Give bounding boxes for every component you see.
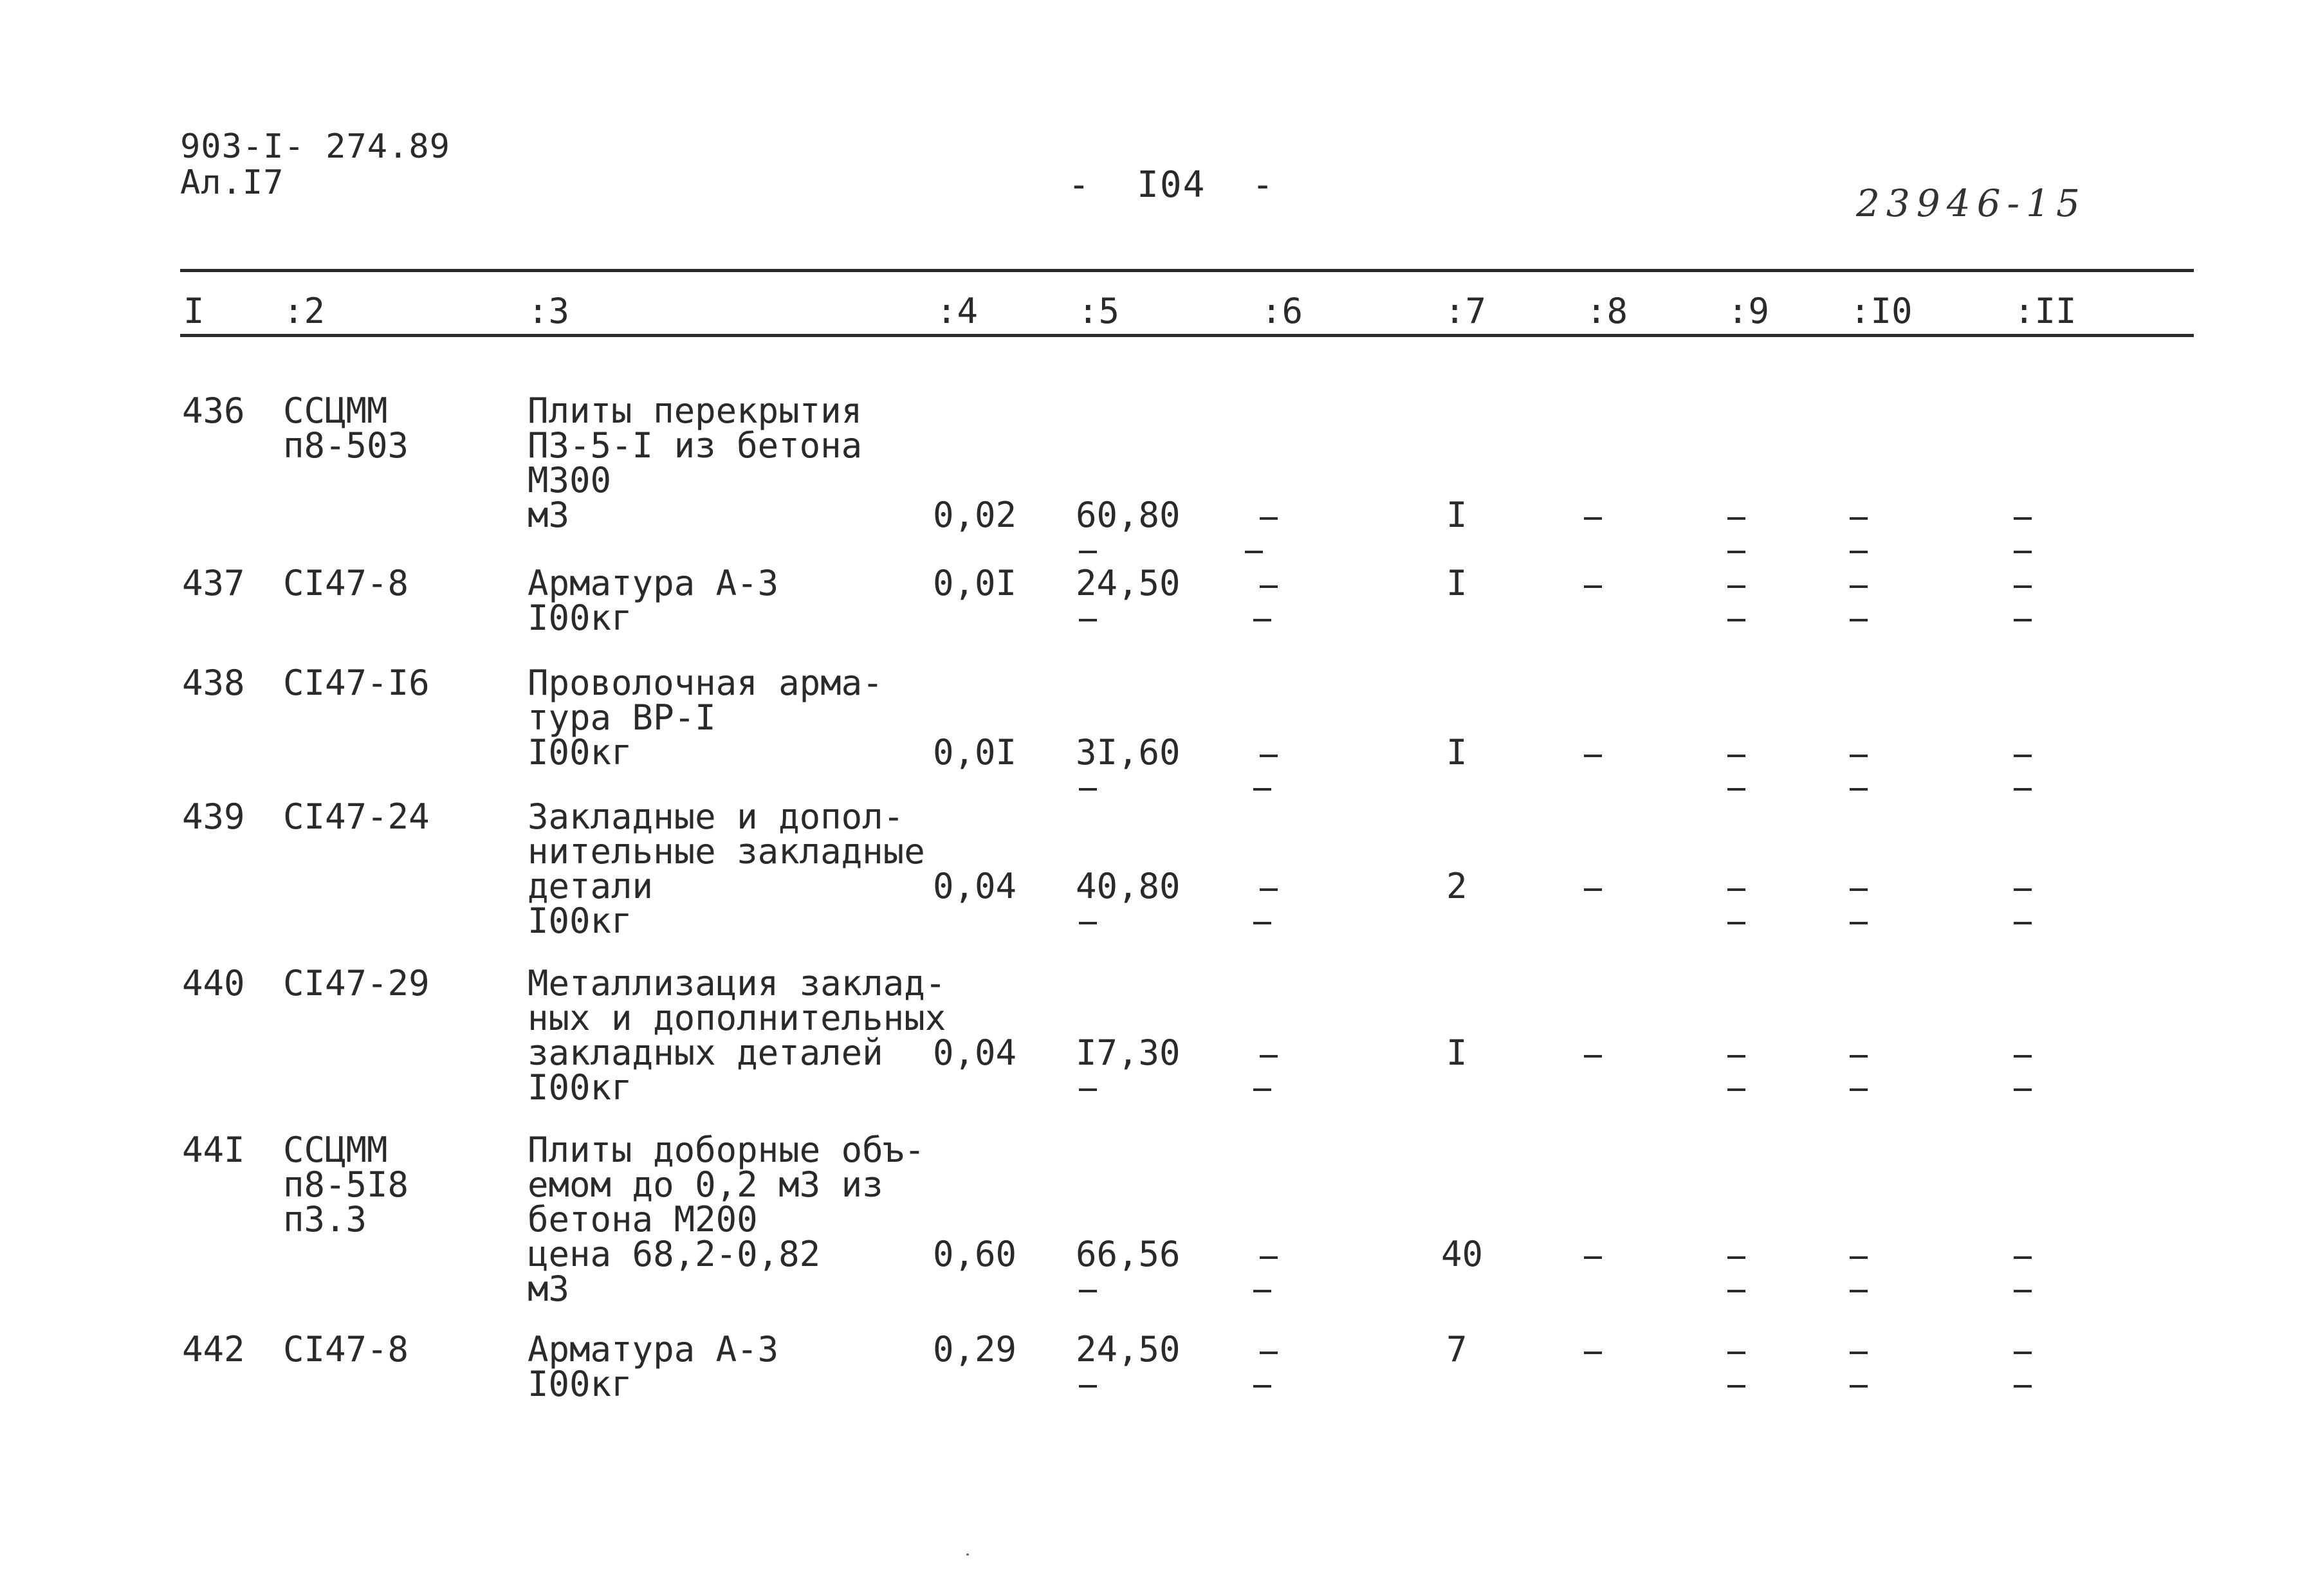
column-header-11: :II [2014,291,2077,331]
row-code-line: СI47-29 [283,963,430,1004]
empty-value-dash [1584,755,1602,757]
empty-value-dash [1253,922,1271,924]
column-header-8: :8 [1586,291,1628,331]
empty-value-dash [1727,1088,1745,1091]
row-column-7: 2 [1446,866,1467,906]
row-number: 437 [182,563,245,603]
row-description-line: емом до 0,2 м3 из [528,1164,883,1205]
empty-value-dash [1727,585,1745,588]
empty-value-dash [1727,888,1745,891]
row-code-line: п3.3 [283,1199,367,1240]
row-column-7: 40 [1441,1234,1484,1274]
row-description-line: тура ВР-I [528,697,716,738]
column-header-3: :3 [528,291,570,331]
row-column-7: I [1446,732,1467,773]
row-code-line: ССЦММ [283,1130,388,1170]
empty-value-dash [1253,1290,1271,1292]
empty-value-dash [1079,551,1097,553]
empty-value-dash [1584,1352,1602,1354]
empty-value-dash [2014,517,2032,520]
row-code-line: СI47-8 [283,563,409,603]
empty-value-dash [2014,755,2032,757]
row-code-line: СI47-24 [283,796,430,837]
empty-value-dash [1850,755,1868,757]
empty-value-dash [2014,1352,2032,1354]
empty-value-dash [1260,1055,1278,1058]
row-description-line: цена 68,2-0,82 [528,1234,821,1274]
table-top-rule [180,269,2194,272]
empty-value-dash [1850,922,1868,924]
row-description-line: закладных деталей [528,1032,883,1073]
empty-value-dash [1260,585,1278,588]
empty-value-dash [2014,619,2032,621]
row-description-line: I00кг [528,1364,632,1404]
empty-value-dash [1253,1088,1271,1091]
empty-value-dash [1850,1055,1868,1058]
row-code-line: п8-5I8 [283,1164,409,1205]
empty-value-dash [1260,1352,1278,1354]
row-unit-price: 60,80 [1076,495,1181,535]
row-quantity: 0,02 [933,495,1017,535]
empty-value-dash [1260,888,1278,891]
empty-value-dash [1727,551,1745,553]
row-column-7: 7 [1446,1329,1467,1370]
empty-value-dash [1584,1055,1602,1058]
empty-value-dash [2014,788,2032,791]
row-code-line: п8-503 [283,425,409,466]
row-description-line: Плиты перекрытия [528,390,863,431]
row-code-line: ССЦММ [283,390,388,431]
row-description-line: М300 [528,460,612,500]
row-code-line: СI47-8 [283,1329,409,1370]
empty-value-dash [1584,585,1602,588]
empty-value-dash [2014,1290,2032,1292]
empty-value-dash [1253,619,1271,621]
empty-value-dash [1850,888,1868,891]
column-header-6: :6 [1261,291,1303,331]
column-header-9: :9 [1727,291,1770,331]
document-code: 903-I- 274.89 [180,127,450,166]
row-description-line: Арматура А-3 [528,563,779,603]
empty-value-dash [2014,1088,2032,1091]
empty-value-dash [1253,788,1271,791]
column-header-7: :7 [1444,291,1487,331]
empty-value-dash [1727,1385,1745,1388]
row-description-line: ных и дополнительных [528,998,946,1038]
empty-value-dash [1727,755,1745,757]
empty-value-dash [1245,551,1263,553]
column-header-4: :4 [936,291,979,331]
row-description-line: м3 [528,495,570,535]
row-description-line: I00кг [528,732,632,773]
row-quantity: 0,60 [933,1234,1017,1274]
empty-value-dash [1727,788,1745,791]
empty-value-dash [1850,788,1868,791]
empty-value-dash [2014,1256,2032,1259]
row-number: 440 [182,963,245,1004]
empty-value-dash [1727,517,1745,520]
empty-value-dash [2014,888,2032,891]
table-header-rule [180,334,2194,337]
row-unit-price: 3I,60 [1076,732,1181,773]
row-number: 436 [182,390,245,431]
row-description-line: нительные закладные [528,831,925,872]
empty-value-dash [1079,1088,1097,1091]
empty-value-dash [1260,1256,1278,1259]
empty-value-dash [1850,1290,1868,1292]
row-description-line: П3-5-I из бетона [528,425,863,466]
row-description-line: Закладные и допол- [528,796,905,837]
archive-stamp: 23946-15 [1856,181,2086,225]
row-description-line: Плиты доборные объ- [528,1130,925,1170]
empty-value-dash [1850,619,1868,621]
column-header-5: :5 [1078,291,1120,331]
row-description-line: I00кг [528,598,632,638]
row-description-line: Проволочная арма- [528,663,883,703]
empty-value-dash [1079,788,1097,791]
row-quantity: 0,29 [933,1329,1017,1370]
empty-value-dash [1850,1088,1868,1091]
row-quantity: 0,04 [933,1032,1017,1073]
album-number: Ал.I7 [180,163,284,202]
empty-value-dash [2014,1385,2032,1388]
row-description-line: детали [528,866,654,906]
row-description-line: I00кг [528,1067,632,1108]
row-column-7: I [1446,495,1467,535]
row-column-7: I [1446,563,1467,603]
empty-value-dash [1079,619,1097,621]
row-description-line: Арматура А-3 [528,1329,779,1370]
row-unit-price: I7,30 [1076,1032,1181,1073]
empty-value-dash [1727,922,1745,924]
row-number: 44I [182,1130,245,1170]
row-number: 438 [182,663,245,703]
empty-value-dash [1727,1290,1745,1292]
row-quantity: 0,0I [933,563,1017,603]
column-header-1: I [183,291,205,331]
empty-value-dash [1253,1385,1271,1388]
empty-value-dash [1850,517,1868,520]
empty-value-dash [1584,517,1602,520]
row-description-line: Металлизация заклад- [528,963,946,1004]
row-unit-price: 24,50 [1076,1329,1181,1370]
row-description-line: бетона М200 [528,1199,758,1240]
column-header-10: :I0 [1850,291,1913,331]
empty-value-dash [1727,1352,1745,1354]
empty-value-dash [1584,1256,1602,1259]
empty-value-dash [1260,517,1278,520]
row-description-line: м3 [528,1269,570,1309]
empty-value-dash [2014,1055,2032,1058]
empty-value-dash [2014,585,2032,588]
row-quantity: 0,0I [933,732,1017,773]
empty-value-dash [1079,922,1097,924]
empty-value-dash [1079,1385,1097,1388]
empty-value-dash [1584,888,1602,891]
row-unit-price: 24,50 [1076,563,1181,603]
column-header-2: :2 [283,291,326,331]
empty-value-dash [1850,1352,1868,1354]
row-unit-price: 40,80 [1076,866,1181,906]
empty-value-dash [1260,755,1278,757]
row-number: 442 [182,1329,245,1370]
empty-value-dash [1079,1290,1097,1292]
document-code-block [180,129,450,201]
row-code-line: СI47-I6 [283,663,430,703]
empty-value-dash [1850,1385,1868,1388]
row-description-line: I00кг [528,901,632,941]
empty-value-dash [1727,1055,1745,1058]
row-column-7: I [1446,1032,1467,1073]
empty-value-dash [1850,551,1868,553]
empty-value-dash [1727,1256,1745,1259]
row-number: 439 [182,796,245,837]
empty-value-dash [1850,585,1868,588]
row-quantity: 0,04 [933,866,1017,906]
row-unit-price: 66,56 [1076,1234,1181,1274]
scan-speck [966,1554,969,1555]
empty-value-dash [2014,551,2032,553]
empty-value-dash [2014,922,2032,924]
empty-value-dash [1850,1256,1868,1259]
page-number: - I04 - [1068,164,1275,206]
empty-value-dash [1727,619,1745,621]
